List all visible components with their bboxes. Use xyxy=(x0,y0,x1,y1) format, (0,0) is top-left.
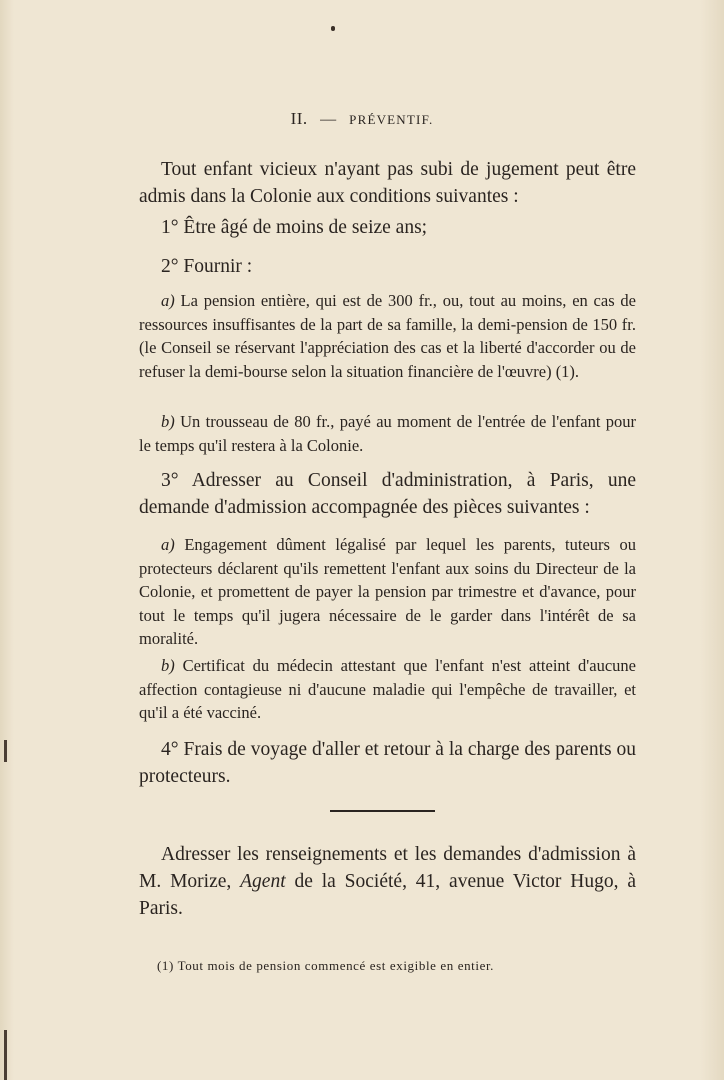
condition-3: 3° Adresser au Conseil d'administration, à Paris, une demande d'admission accompagnée des pièces suivantes : xyxy=(139,470,636,518)
item-text: Un trousseau de 80 fr., payé au moment de l'entrée de l'enfant pour le temps qu'il restera à la Colonie. xyxy=(139,412,637,455)
condition-4: 4° Frais de voyage d'aller et retour à la charge des parents ou protecteurs. xyxy=(139,739,636,787)
closing-paragraph: Adresser les renseignements et les demandes d'admission à M. Morize, Agent de la Société, 41, avenue Victor Hugo, à Paris. xyxy=(139,844,636,919)
condition-3a xyxy=(139,533,636,651)
agent-word: Agent xyxy=(240,871,286,892)
item-marker: a) xyxy=(161,291,175,310)
item-text: La pension entière, qui est de 300 fr., ou, tout au moins, en cas de ressources insuffisantes de la part de sa famille, la demi-pension de 150 fr. (le Conseil se réservant l'appréciation des cas et la liberté d'accorder ou de refuser la demi-bourse selon la situation financière de l'œuvre) (1). xyxy=(139,291,636,381)
condition-2: 2° Fournir : xyxy=(161,256,253,277)
condition-2a xyxy=(139,289,636,383)
item-text: Engagement dûment légalisé par lequel les parents, tuteurs ou protecteurs déclarent qu'ils remettent l'enfant aux soins du Directeur de la Colonie, et promettent de payer la pension par trimestre et d'avance, pour tout le temps qu'il jugera nécessaire de le garder dans l'intérêt de sa moralité. xyxy=(139,535,637,648)
item-marker: a) xyxy=(161,535,175,554)
section-dash: — xyxy=(320,111,337,128)
section-title: PRÉVENTIF. xyxy=(349,112,434,127)
separator-rule xyxy=(330,810,435,812)
item-marker: b) xyxy=(161,412,175,431)
footnote: (1) Tout mois de pension commencé est exigible en entier. xyxy=(157,958,495,973)
condition-1: 1° Être âgé de moins de seize ans; xyxy=(161,217,428,238)
item-marker: b) xyxy=(161,656,175,675)
margin-mark xyxy=(4,1030,7,1080)
margin-mark xyxy=(4,740,7,762)
section-header xyxy=(0,109,724,129)
section-number: II. xyxy=(290,109,308,128)
ink-speck xyxy=(331,26,335,31)
condition-2b xyxy=(139,410,636,457)
intro-paragraph: Tout enfant vicieux n'ayant pas subi de jugement peut être admis dans la Colonie aux conditions suivantes : xyxy=(139,159,636,207)
item-text: Certificat du médecin attestant que l'enfant n'est atteint d'aucune affection contagieuse ni d'aucune maladie qui l'empêche de travailler, et qu'il a été vacciné. xyxy=(139,656,636,722)
condition-3b xyxy=(139,654,636,725)
